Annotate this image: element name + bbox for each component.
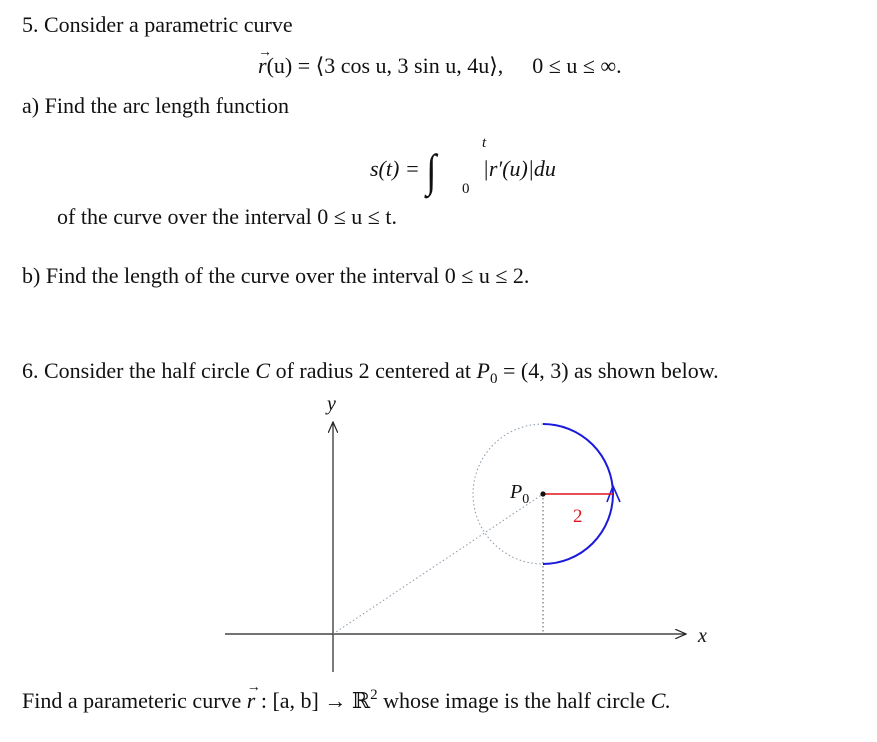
center-point-subscript: 0 xyxy=(489,371,498,387)
y-axis-label: y xyxy=(327,393,336,415)
curve-domain: 0 ≤ u ≤ ∞. xyxy=(532,53,622,78)
x-axis-label: x xyxy=(698,625,707,647)
part-b-label: b) Find the length of the curve over the interval 0 ≤ u ≤ 2. xyxy=(22,263,530,288)
arc-length-integral xyxy=(370,135,556,198)
center-point xyxy=(540,491,545,496)
integral-upper-limit: t xyxy=(482,135,487,151)
question-post: whose image is the half circle xyxy=(383,688,646,713)
problem6-heading-post: = (4, 3) as shown below. xyxy=(502,358,719,383)
curve-equation-body: (u) = ⟨3 cos u, 3 sin u, 4u⟩, xyxy=(266,53,504,78)
question-pre: Find a parameteric curve xyxy=(22,688,242,713)
problem6-heading-mid: of radius 2 centered at xyxy=(275,358,472,383)
problem6-question xyxy=(22,688,671,717)
integral-lhs: s(t) = xyxy=(370,156,420,181)
center-label-subscript: 0 xyxy=(522,492,530,507)
half-circle-symbol: C xyxy=(255,358,271,383)
question-mapping: : [a, b] → ℝ xyxy=(260,688,371,713)
center-label-letter: P xyxy=(510,481,523,503)
question-superscript: 2 xyxy=(370,687,378,703)
center-point-label xyxy=(509,481,529,507)
r-vector: → r xyxy=(258,53,267,79)
radius-label: 2 xyxy=(573,506,583,527)
problem5-heading: 5. Consider a parametric curve xyxy=(22,12,293,37)
part-a-label: a) Find the arc length function xyxy=(22,93,289,118)
integral-sign: ∫ xyxy=(426,145,437,196)
left-half-dotted-circle xyxy=(473,424,543,564)
problem6-heading xyxy=(22,358,719,387)
problem6-heading-pre: 6. Consider the half circle xyxy=(22,358,250,383)
integrand: |r′(u)|du xyxy=(482,156,556,181)
center-point-symbol: P xyxy=(476,358,490,383)
half-circle-figure xyxy=(0,390,877,682)
curve-equation xyxy=(258,53,622,79)
question-r-vector: → r xyxy=(247,688,256,714)
part-a-tail: of the curve over the interval 0 ≤ u ≤ t. xyxy=(57,204,397,229)
integral-lower-limit: 0 xyxy=(462,181,470,197)
question-C: C. xyxy=(650,688,671,713)
origin-to-center-guide xyxy=(333,494,543,634)
